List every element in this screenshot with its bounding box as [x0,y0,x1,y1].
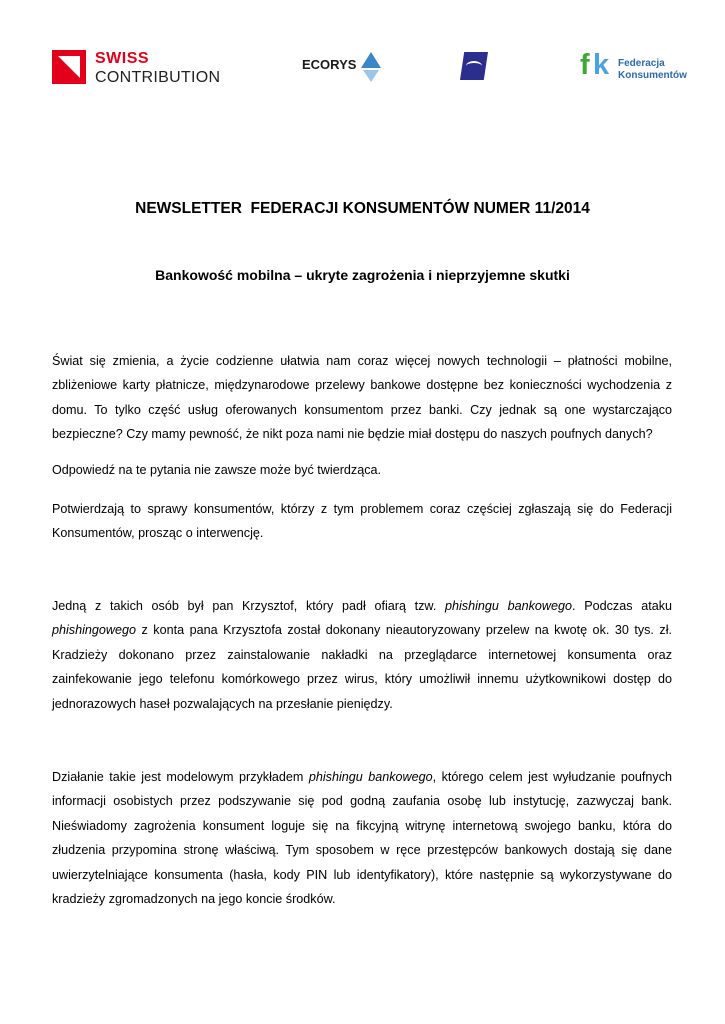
italic-term: phishingu bankowego [445,599,573,613]
seagull-icon [466,61,482,71]
paragraph-text [52,765,672,911]
swiss-logo-line2: CONTRIBUTION [95,69,221,86]
paragraph-text: Potwierdzają to sprawy konsumentów, którzy z tym problemem coraz częściej zgłaszają się do Federacji Konsumentów, prosząc o interwencję. [52,502,672,541]
article-subtitle: Bankowość mobilna – ukryte zagrożenia i nieprzyjemne skutki [155,267,570,283]
swiss-flag-icon [52,50,86,84]
answer-paragraph [52,458,672,482]
italic-term: phishingu bankowego [308,770,433,784]
case-paragraph [52,594,672,716]
paragraph-text: Świat się zmienia, a życie codzienne ułatwia nam coraz więcej nowych technologii – płatności mobilne, zbliżeniowe karty płatnicze, międzynarodowe przelewy bankowe dostępne bez konieczności wychodzenia z domu. To tylko część usług oferowanych konsumentom przez banki. Czy jednak są one wystarczająco bezpieczne? Czy mamy pewność, że nikt poza nami nie będzie miał dostępu do naszych poufnych danych? [52,354,672,442]
bird-badge-logo [460,52,490,92]
fk-letter-k: k [593,49,610,81]
ecorys-logo-text: ECORYS [302,57,357,72]
paragraph-text: Odpowiedź na te pytania nie zawsze może być twierdząca. [52,463,382,477]
text-run: Działanie takie jest modelowym przykładem [52,770,309,784]
explanation-paragraph [52,765,672,911]
ecorys-logo [302,50,384,90]
text-run: Jedną z takich osób był pan Krzysztof, który padł ofiarą tzw. [52,599,445,613]
header-logos [0,42,725,102]
newsletter-title: NEWSLETTER FEDERACJI KONSUMENTÓW NUMER 11/2014 [135,200,590,217]
text-run: . Podczas ataku [572,599,673,613]
intro-paragraph [52,349,672,447]
federacja-konsumentow-logo [580,49,687,90]
ecorys-reflection-icon [363,70,379,82]
text-run: , którego celem jest wyłudzanie poufnych informacji osobistych przez podszywanie się pod godną zaufania osobę lub instytucję, zazwyczaj bank. Nieświadomy zagrożenia konsument loguje się na fikcyjną witrynę internetową swojego banku, która do złudzenia przypomina stronę właściwą. Tym sposobem w ręce przestępców bankowych dostają się dane uwierzytelniające konsumenta (hasła, kody PIN lub identyfikatory), które następnie są wykorzystywane do kradzieży zgromadzonych na jego koncie środków. [52,770,673,907]
ecorys-triangle-icon [361,52,381,68]
swiss-contribution-logo [52,50,232,94]
paragraph-text [52,594,672,716]
fk-logo-line1: Federacja [618,58,665,69]
fk-letter-f: f [580,49,590,81]
text-run: z konta pana Krzysztofa został dokonany nieautoryzowany przelew na kwotę ok. 30 tys. zł. Kradzieży dokonano przez zainstalowanie nakładki na przeglądarce internetowej konsumenta oraz zainfekowanie jego telefonu komórkowego przez wirus, który umożliwił innemu użytkownikowi dostęp do jednorazowych haseł pozwalających na przesłanie pieniędzy. [52,623,672,711]
italic-term: phishingowego [52,623,137,638]
fk-logo-line2: Konsumentów [618,70,687,81]
swiss-logo-line1: SWISS [95,50,150,67]
confirmation-paragraph [52,497,672,546]
